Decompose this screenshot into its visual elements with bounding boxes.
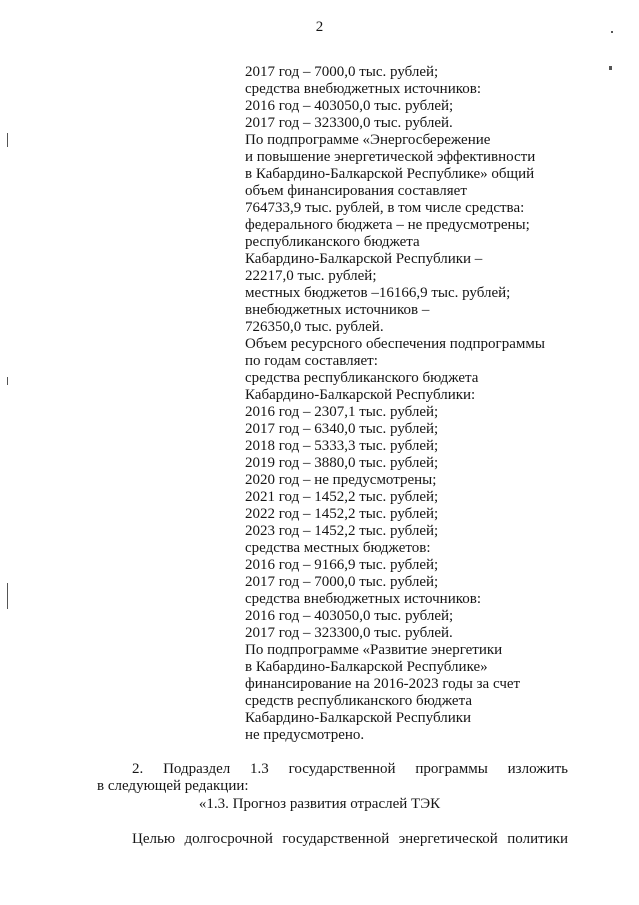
body-paragraph: Целью долгосрочной государственной энергетической политики <box>132 831 568 847</box>
column-line: 2017 год – 6340,0 тыс. рублей; <box>245 421 439 437</box>
column-line: 2016 год – 403050,0 тыс. рублей; <box>245 608 454 624</box>
margin-tick <box>7 377 8 385</box>
column-line: 2017 год – 7000,0 тыс. рублей; <box>245 574 439 590</box>
column-line: по годам составляет: <box>245 353 378 369</box>
column-line: федерального бюджета – не предусмотрены; <box>245 217 530 233</box>
funding-column <box>245 64 575 744</box>
column-line: финансирование на 2016-2023 годы за счет <box>245 676 521 692</box>
column-line: объем финансирования составляет <box>245 183 467 199</box>
margin-tick <box>7 583 8 609</box>
item-2-line: 2. Подраздел 1.3 государственной программы изложить <box>132 761 568 777</box>
column-line: средства внебюджетных источников: <box>245 81 481 97</box>
column-line: 2022 год – 1452,2 тыс. рублей; <box>245 506 439 522</box>
column-line: 2017 год – 323300,0 тыс. рублей. <box>245 115 453 131</box>
column-line: и повышение энергетической эффективности <box>245 149 536 165</box>
scan-speck <box>611 31 613 33</box>
column-line: Кабардино-Балкарской Республики – <box>245 251 483 267</box>
column-line: Кабардино-Балкарской Республики <box>245 710 472 726</box>
column-line: 2018 год – 5333,3 тыс. рублей; <box>245 438 439 454</box>
column-line: средств республиканского бюджета <box>245 693 472 709</box>
column-line: 726350,0 тыс. рублей. <box>245 319 384 335</box>
column-line: в Кабардино-Балкарской Республике» общий <box>245 166 535 182</box>
column-line: 2021 год – 1452,2 тыс. рублей; <box>245 489 439 505</box>
scan-speck <box>609 66 612 70</box>
column-line: 2017 год – 323300,0 тыс. рублей. <box>245 625 453 641</box>
column-line: По подпрограмме «Развитие энергетики <box>245 642 503 658</box>
column-line: 2020 год – не предусмотрены; <box>245 472 437 488</box>
column-line: Объем ресурсного обеспечения подпрограммы <box>245 336 545 352</box>
column-line: 2016 год – 9166,9 тыс. рублей; <box>245 557 439 573</box>
column-line: По подпрограмме «Энергосбережение <box>245 132 491 148</box>
column-line: 2019 год – 3880,0 тыс. рублей; <box>245 455 439 471</box>
column-line: средства республиканского бюджета <box>245 370 479 386</box>
column-line: средства местных бюджетов: <box>245 540 431 556</box>
column-line: Кабардино-Балкарской Республики: <box>245 387 476 403</box>
column-line: средства внебюджетных источников: <box>245 591 481 607</box>
column-line: 2016 год – 403050,0 тыс. рублей; <box>245 98 454 114</box>
margin-tick <box>7 133 8 147</box>
column-line: в Кабардино-Балкарской Республике» <box>245 659 488 675</box>
column-line: 2023 год – 1452,2 тыс. рублей; <box>245 523 439 539</box>
column-line: внебюджетных источников – <box>245 302 430 318</box>
item-2-continuation: в следующей редакции: <box>97 778 249 794</box>
section-subheading: «1.3. Прогноз развития отраслей ТЭК <box>198 796 441 812</box>
column-line: 764733,9 тыс. рублей, в том числе средства: <box>245 200 525 216</box>
column-line: 22217,0 тыс. рублей; <box>245 268 377 284</box>
column-line: местных бюджетов –16166,9 тыс. рублей; <box>245 285 511 301</box>
column-line: 2016 год – 2307,1 тыс. рублей; <box>245 404 439 420</box>
column-line: 2017 год – 7000,0 тыс. рублей; <box>245 64 439 80</box>
column-line: республиканского бюджета <box>245 234 420 250</box>
page-number: 2 <box>315 19 324 35</box>
column-line: не предусмотрено. <box>245 727 365 743</box>
